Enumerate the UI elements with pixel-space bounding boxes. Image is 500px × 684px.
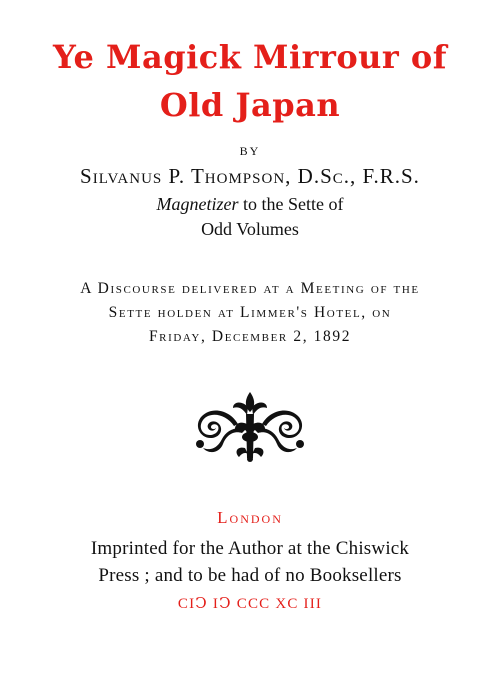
discourse-line-1: A Discourse delivered at a Meeting of the	[80, 280, 420, 297]
society-name: Odd Volumes	[201, 219, 299, 239]
publication-place: London	[217, 508, 283, 527]
discourse-line-2: Sette holden at Limmer's Hotel, on	[108, 304, 392, 321]
discourse-line-3: Friday, December 2, 1892	[148, 328, 352, 345]
byline-by: BY	[239, 144, 261, 158]
office-rest: to the Sette of	[238, 194, 344, 214]
publication-date: CIↃ IↃ CCC XC III	[177, 596, 323, 612]
author-name: Silvanus P. Thompson, D.Sc., F.R.S.	[80, 164, 420, 188]
title-line-2: Old Japan	[159, 86, 341, 124]
title-line-1: Ye Magick Mirrour of	[52, 38, 448, 76]
author-office	[0, 194, 500, 215]
floral-ornament-icon	[188, 390, 312, 462]
office-title: Magnetizer	[156, 194, 239, 214]
imprint-line-2: Press ; and to be had of no Booksellers	[98, 565, 402, 586]
imprint-line-1: Imprinted for the Author at the Chiswick	[90, 538, 410, 559]
